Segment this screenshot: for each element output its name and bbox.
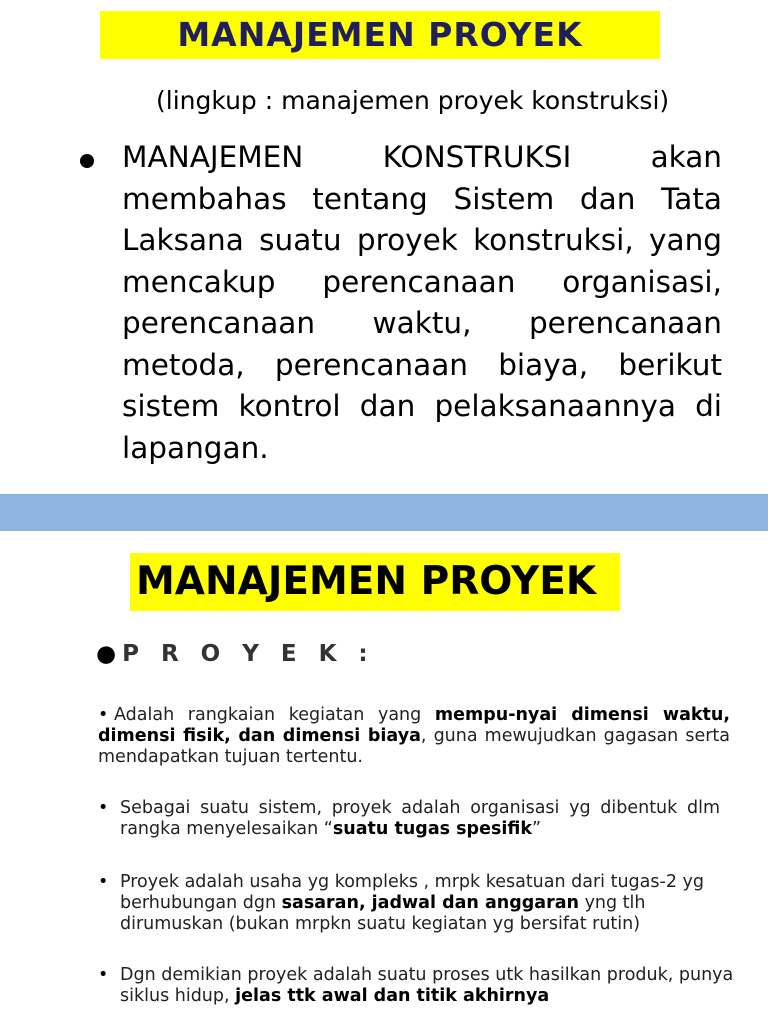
bullet-icon: • <box>98 705 109 725</box>
item-bold-text: jelas ttk awal dan titik akhirnya <box>235 986 550 1006</box>
slide-1-subtitle: (lingkup : manajemen proyek konstruksi) <box>156 86 670 115</box>
item-text: Dgn demikian proyek adalah suatu proses utk hasilkan produk, punya siklus hidup, <box>120 965 734 1006</box>
list-item <box>98 705 730 768</box>
slide-divider <box>0 494 768 531</box>
bullet-icon <box>80 154 94 168</box>
slide-1-title: MANAJEMEN PROYEK <box>100 11 660 59</box>
proyek-heading <box>96 641 375 667</box>
slide-1-paragraph: MANAJEMEN KONSTRUKSI akan membahas tentang Sistem dan Tata Laksana suatu proyek konstruksi, yang mencakup perencanaan organisasi, perencanaan waktu, perencanaan metoda, perencanaan biaya, berikut sistem kontrol dan pelaksanaannya di lapangan. <box>122 140 722 465</box>
item-text: yng tlh dirumuskan (bukan mrpkn suatu kegiatan yg bersifat rutin) <box>120 893 646 934</box>
list-item <box>98 798 720 840</box>
item-text: ” <box>531 819 542 839</box>
slide-2 <box>0 531 768 1024</box>
bullet-icon: ● <box>96 641 117 667</box>
list-item <box>98 872 748 935</box>
item-bold-text: mempu-nyai dimensi waktu, dimensi fisik, dan dimensi biaya <box>98 705 730 746</box>
item-bold-text: sasaran, jadwal dan anggaran <box>281 893 579 913</box>
item-text: Sebagai suatu sistem, proyek adalah organisasi yg dibentuk dlm rangka menyelesaikan “ <box>120 798 720 839</box>
list-item <box>98 965 748 1007</box>
item-text: Adalah rangkaian kegiatan yang <box>114 705 435 725</box>
item-text: , guna mewujudkan gagasan serta mendapatkan tujuan tertentu. <box>98 726 730 767</box>
slide-2-title: MANAJEMEN PROYEK <box>130 553 620 611</box>
bullet-icon: • <box>98 872 109 892</box>
bullet-icon: • <box>98 965 109 985</box>
slide-1 <box>0 0 768 494</box>
proyek-heading-label: P R O Y E K : <box>122 641 375 667</box>
item-bold-text: suatu tugas spesifik <box>332 819 532 839</box>
item-text: Proyek adalah usaha yg kompleks , mrpk kesatuan dari tugas-2 yg berhubungan dgn <box>120 872 704 913</box>
bullet-icon: • <box>98 798 109 818</box>
